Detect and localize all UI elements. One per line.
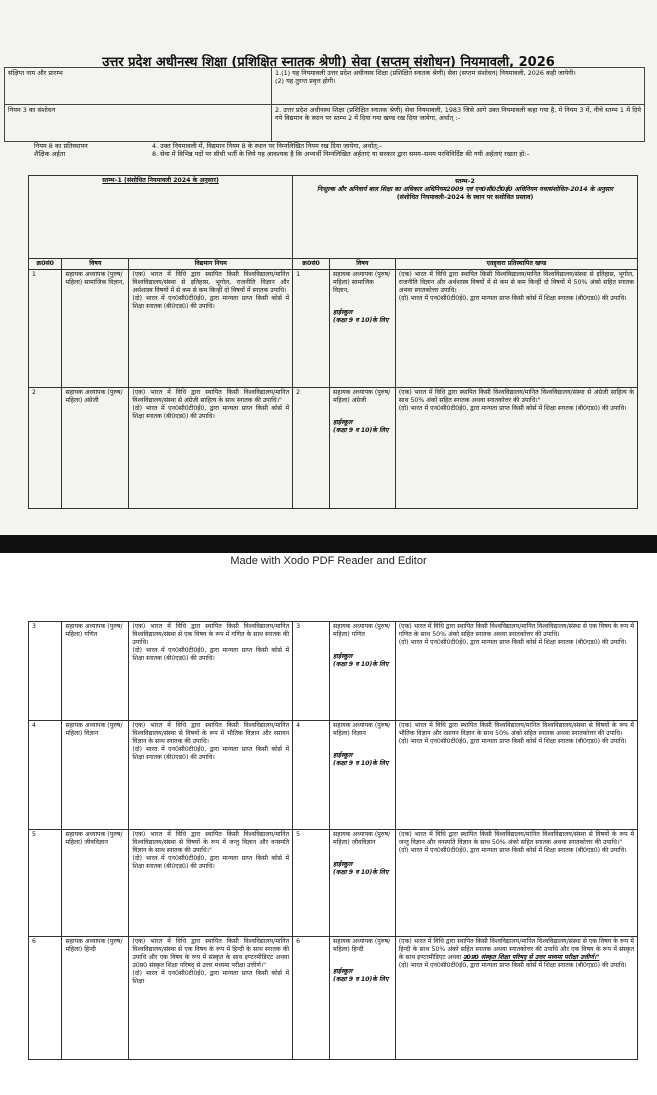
high-school-label: हाईस्कूल (कक्षा 9 व 10)के लिए: [333, 968, 389, 984]
table-row: [29, 622, 638, 721]
meta-row: [5, 68, 645, 105]
row-existing: (एक) भारत में विधि द्वारा स्थापित किसी विश्वविद्यालय/मानित विश्वविद्यालय/संस्था से इतिहास, भूगोल, राजनीति विज्ञान और अर्थशास्त्र विषयों में से कम से कम किन्हीं दो विषयों में स्नातक उपाधि। (दो) भारत में एन0सी0टी0ई0, द्वारा मान्यता प्राप्त किसी कोर्स में शिक्षा स्नातक (बी0एड0) की उपाधि।: [129, 270, 293, 388]
row-existing: (एक) भारत में विधि द्वारा स्थापित किसी विश्वविद्यालय/मानित विश्वविद्यालय/संस्था से एक विषय के रूप में गणित के साथ स्नातक की उपाधि। (दो) भारत में एन0सी0टी0ई0, द्वारा मान्यता प्राप्त किसी कोर्स में शिक्षा स्नातक (बी0एड0) की उपाधि।: [129, 622, 293, 721]
header-row: [29, 259, 638, 270]
row-sn: 4: [29, 721, 62, 830]
table-row: [29, 721, 638, 830]
header-sn-2: क्र0सं0: [293, 259, 330, 270]
row-proposed: (एक) भारत में विधि द्वारा स्थापित किसी विश्वविद्यालय/मानित विश्वविद्यालय/संस्था से विषयों के रूप में जन्तु विज्ञान और वनस्पति विज्ञान के साथ 50% अंको सहित स्नातक अथवा स्नातकोत्तर की उपाधि।" (दो) भारत में एन0सी0टी0ई0, द्वारा मान्यता प्राप्त किसी कोर्स में शिक्षा स्नातक (बी0एड0) की उपाधि।: [395, 830, 637, 937]
column-1-header: स्तम्भ–1 (संशोधित नियमावली 2024 के अनुसार): [29, 176, 293, 259]
rules-table-page2: [28, 621, 638, 1060]
row-existing: (एक) भारत में विधि द्वारा स्थापित किसी विश्वविद्यालय/मानित विश्वविद्यालय/संस्था से एक विषय के रूप में हिन्दी के साथ स्नातक की उपाधि और एक विषय के रूप में संस्कृत के साथ इण्टरमीडिएट अथवा उ0प्र0 संस्कृत शिक्षा परिषद् से उत्तर मध्यमा परीक्षा उत्तीर्ण।" (दो) भारत में एन0सी0टी0ई0, द्वारा मान्यता प्राप्त किसी कोर्स में शिक्षा: [129, 937, 293, 1060]
row-subject: सहायक अध्यापक (पुरुष/महिला) अंग्रेजी: [62, 388, 129, 509]
meta-row: [5, 105, 645, 142]
row-subject-2: सहायक अध्यापक (पुरुष/महिला) जीवविज्ञान: [333, 831, 391, 847]
row-proposed: (एक) भारत में विधि द्वारा स्थापित किसी विश्वविद्यालय/मानित विश्वविद्यालय/संस्था से अंग्रेजी साहित्य के साथ 50% अंको सहित स्नातक अथवा स्नातकोत्तर की उपाधि।" (दो) भारत में एन0सी0टी0ई0, द्वारा मान्यता प्राप्त किसी कोर्स में शिक्षा स्नातक (बी0एड0) की उपाधि।: [395, 388, 637, 509]
row-subject-2: सहायक अध्यापक (पुरुष/महिला) गणित: [333, 623, 391, 639]
row-sn-2: 4: [293, 721, 330, 830]
row-sn: 6: [29, 937, 62, 1060]
row-subject-2: सहायक अध्यापक (पुरुष/महिला) सामाजिक विज्ञान,: [333, 271, 391, 295]
row-subject: सहायक अध्यापक (पुरुष/महिला) विज्ञान: [62, 721, 129, 830]
column-2-subtitle-2: (संशोधित नियमावली–2024 के स्थान पर सशोधित प्रस्ताव): [396, 194, 534, 202]
meta-right: 1.(1) यह नियमावली उत्तर प्रदेश अधीनस्थ शिक्षा (प्रशिक्षित स्नातक श्रेणी) सेवा (सप्तम संशोधन) नियमावली, 2026 कही जायेगी। (2) यह तुरन्त प्रवृत्त होगी।: [272, 68, 645, 105]
page-one: [0, 0, 657, 535]
row-sn-2: 6: [293, 937, 330, 1060]
high-school-label: हाईस्कूल (कक्षा 9 व 10)के लिए: [333, 419, 389, 435]
column-2-header: स्तम्भ–2: [455, 178, 475, 185]
high-school-label: हाईस्कूल (कक्षा 9 व 10)के लिए: [333, 861, 389, 877]
row-subject-2: सहायक अध्यापक (पुरुष/महिला) विज्ञान: [333, 722, 391, 738]
rules-table-page1: [28, 175, 638, 509]
row-subject-2: सहायक अध्यापक (पुरुष/महिला) हिन्दी: [333, 938, 391, 954]
row-subject: सहायक अध्यापक (पुरुष/महिला) सामाजिक विज्ञान,: [62, 270, 129, 388]
row-proposed: (एक) भारत में विधि द्वारा स्थापित किसी विश्वविद्यालय/मानित विश्वविद्यालय/संस्था से विषयों के रूप में भौतिक विज्ञान और रसायन विज्ञान के साथ 50% अंको सहित स्नातक अथवा स्नातकोत्तर की उपाधि। (दो) भारत में एन0सी0टी0ई0, द्वारा मान्यता प्राप्त किसी कोर्स में शिक्षा स्नातक (बी0एड0) की उपाधि।: [395, 721, 637, 830]
row-sn-2: 5: [293, 830, 330, 937]
row-sn-2: 2: [293, 388, 330, 509]
header-sn: क्र0सं0: [29, 259, 62, 270]
table-row: [29, 388, 638, 509]
row-sn: 2: [29, 388, 62, 509]
table-row: [29, 270, 638, 388]
row-subject: सहायक अध्यापक (पुरुष/महिला) गणित: [62, 622, 129, 721]
watermark: Made with Xodo PDF Reader and Editor: [230, 555, 427, 567]
meta-left: संक्षिप्त नाम और प्रारम्भ: [5, 68, 272, 105]
table-row: [29, 937, 638, 1060]
page-separator: [0, 535, 657, 553]
row-existing: (एक) भारत में विधि द्वारा स्थापित किसी विश्वविद्यालय/मानित विश्वविद्यालय/संस्था से विषयों के रूप में भौतिक विज्ञान और रसायन विज्ञान के साथ स्नातक की उपाधि। (दो) भारत में एन0सी0टी0ई0, द्वारा मान्यता प्राप्त किसी कोर्स में शिक्षा स्नातक (बी0एड0) की उपाधि।: [129, 721, 293, 830]
row-sn: 5: [29, 830, 62, 937]
rule8-left: नियम 8 का प्रतिस्थापन शैक्षिक अर्हता: [34, 142, 88, 159]
meta-table: [4, 67, 645, 142]
row-proposed-a: (एक) भारत में विधि द्वारा स्थापित किसी विश्वविद्यालय/मानित विश्वविद्यालय/संस्था से एक विषय के रूप में हिन्दी के साथ 50% अंको सहित स्नातक अथवा स्नातकोत्तर की उपाधि और एक विषय के रूप में संस्कृत के साथ इण्टरमीडिएट अथवा: [398, 938, 634, 962]
rule8-right: 4. उक्त नियमावली में, विद्यमान नियम 8 के स्थान पर निम्नलिखित नियम रख दिया जायेगा, अर्थात्:– 8. सेवा में विभिन्न पदों पर सीधी भर्ती के लिये यह आवश्यक है कि अभ्यर्थी निम्नलिखित अर्हताएं या सरकार द्वारा समय–समय परविनिर्दिष्ट की गयी अर्हताएं रखता हो:–: [152, 142, 530, 159]
row-existing: (एक) भारत में विधि द्वारा स्थापित किसी विश्वविद्यालय/मानित विश्वविद्यालय/संस्था से विषयों के रूप में जन्तु विज्ञान और वनस्पति विज्ञान के साथ स्नातक की उपाधि।" (दो) भारत में एन0सी0टी0ई0, द्वारा मान्यता प्राप्त किसी कोर्स में शिक्षा स्नातक (बी0एड0) की उपाधि।: [129, 830, 293, 937]
row-subject: सहायक अध्यापक (पुरुष/महिला) हिन्दी: [62, 937, 129, 1060]
high-school-label: हाईस्कूल (कक्षा 9 व 10)के लिए: [333, 653, 389, 669]
row-proposed-b: (दो) भारत में एन0सी0टी0ई0, द्वारा मान्यता प्राप्त किसी कोर्स में शिक्षा स्नातक (बी0एड0) की उपाधि।: [398, 962, 627, 970]
row-sn-2: 1: [293, 270, 330, 388]
header-subject-2: विषय: [330, 259, 396, 270]
row-proposed-underlined: उ0प्र0 संस्कृत शिक्षा परिषद् से उत्तर मध्यमा परीक्षा उत्तीर्ण।": [463, 954, 600, 962]
meta-right: 2. उत्तर प्रदेश अधीनस्थ शिक्षा (प्रशिक्षित स्नातक श्रेणी) सेवा नियमावली, 1983 जिसे आगे उक्त नियमावली कहा गया है, में नियम 3 में, नीचे स्तम्भ 1 में दिये गये विद्यमान के स्थान पर स्तम्भ 2 में दिया गया खण्ड रख दिया जायेगा, अर्थात् :–: [272, 105, 645, 142]
header-subject: विषय: [62, 259, 129, 270]
table-row: [29, 830, 638, 937]
row-existing: (एक) भारत में विधि द्वारा स्थापित किसी विश्वविद्यालय/मानित विश्वविद्यालय/संस्था से अंग्रेजी साहित्य के साथ स्नातक की उपाधि।" (दो) भारत में एन0सी0टी0ई0, द्वारा मान्यता प्राप्त किसी कोर्स में शिक्षा स्नातक (बी0एड0) की उपाधि।: [129, 388, 293, 509]
row-proposed: (एक) भारत में विधि द्वारा स्थापित किसी विश्वविद्यालय/मानित विश्वविद्यालय/संस्था से एक विषय के रूप में गणित के साथ 50% अंको सहित स्नातक अथवा स्नातकोत्तर की उपाधि। (दो) भारत में एन0सी0टी0ई0, द्वारा मान्यता प्राप्त किसी कोर्स में शिक्षा स्नातक (बी0एड0) की उपाधि।: [395, 622, 637, 721]
header-existing-rule: विद्यमान नियम: [129, 259, 293, 270]
row-subject-2: सहायक अध्यापक (पुरुष/महिला) अंग्रेजी: [333, 389, 391, 405]
row-sn-2: 3: [293, 622, 330, 721]
row-sn: 3: [29, 622, 62, 721]
row-proposed: [395, 937, 637, 1060]
row-subject: सहायक अध्यापक (पुरुष/महिला) जीवविज्ञान: [62, 830, 129, 937]
document-title: उत्तर प्रदेश अधीनस्थ शिक्षा (प्रशिक्षित स्नातक श्रेणी) सेवा (सप्तम् संशोधन) नियमावली, 2026: [102, 55, 555, 70]
row-proposed: (एक) भारत में विधि द्वारा स्थापित किसी विश्वविद्यालय/मानित विश्वविद्यालय/संस्था से इतिहास, भूगोल, राजनीति विज्ञान और अर्थशास्त्र विषयों में से कम से कम किन्हीं दो विषयों में 50% अंको सहित स्नातक अथवा स्नातकोत्तर उपाधि। (दो) भारत में एन0सी0टी0ई0, द्वारा मान्यता प्राप्त किसी कोर्स में शिक्षा स्नातक (बी0एड0) की उपाधि।: [395, 270, 637, 388]
row-sn: 1: [29, 270, 62, 388]
high-school-label: हाईस्कूल (कक्षा 9 व 10)के लिए: [333, 309, 389, 325]
column-2-subtitle: निःशुल्क और अनिवार्य बाल शिक्षा का अधिकार अधिनियम2009 एवं एन0सी0टी0ई0 अधिनियम यथासंशोधित–2014 के अनुसार: [317, 186, 614, 194]
high-school-label: हाईस्कूल (कक्षा 9 व 10)के लिए: [333, 752, 389, 768]
header-proposed: एतद्द्वारा प्रतिस्थापित खण्ड: [395, 259, 637, 270]
meta-left: नियम 3 का संशोधन: [5, 105, 272, 142]
